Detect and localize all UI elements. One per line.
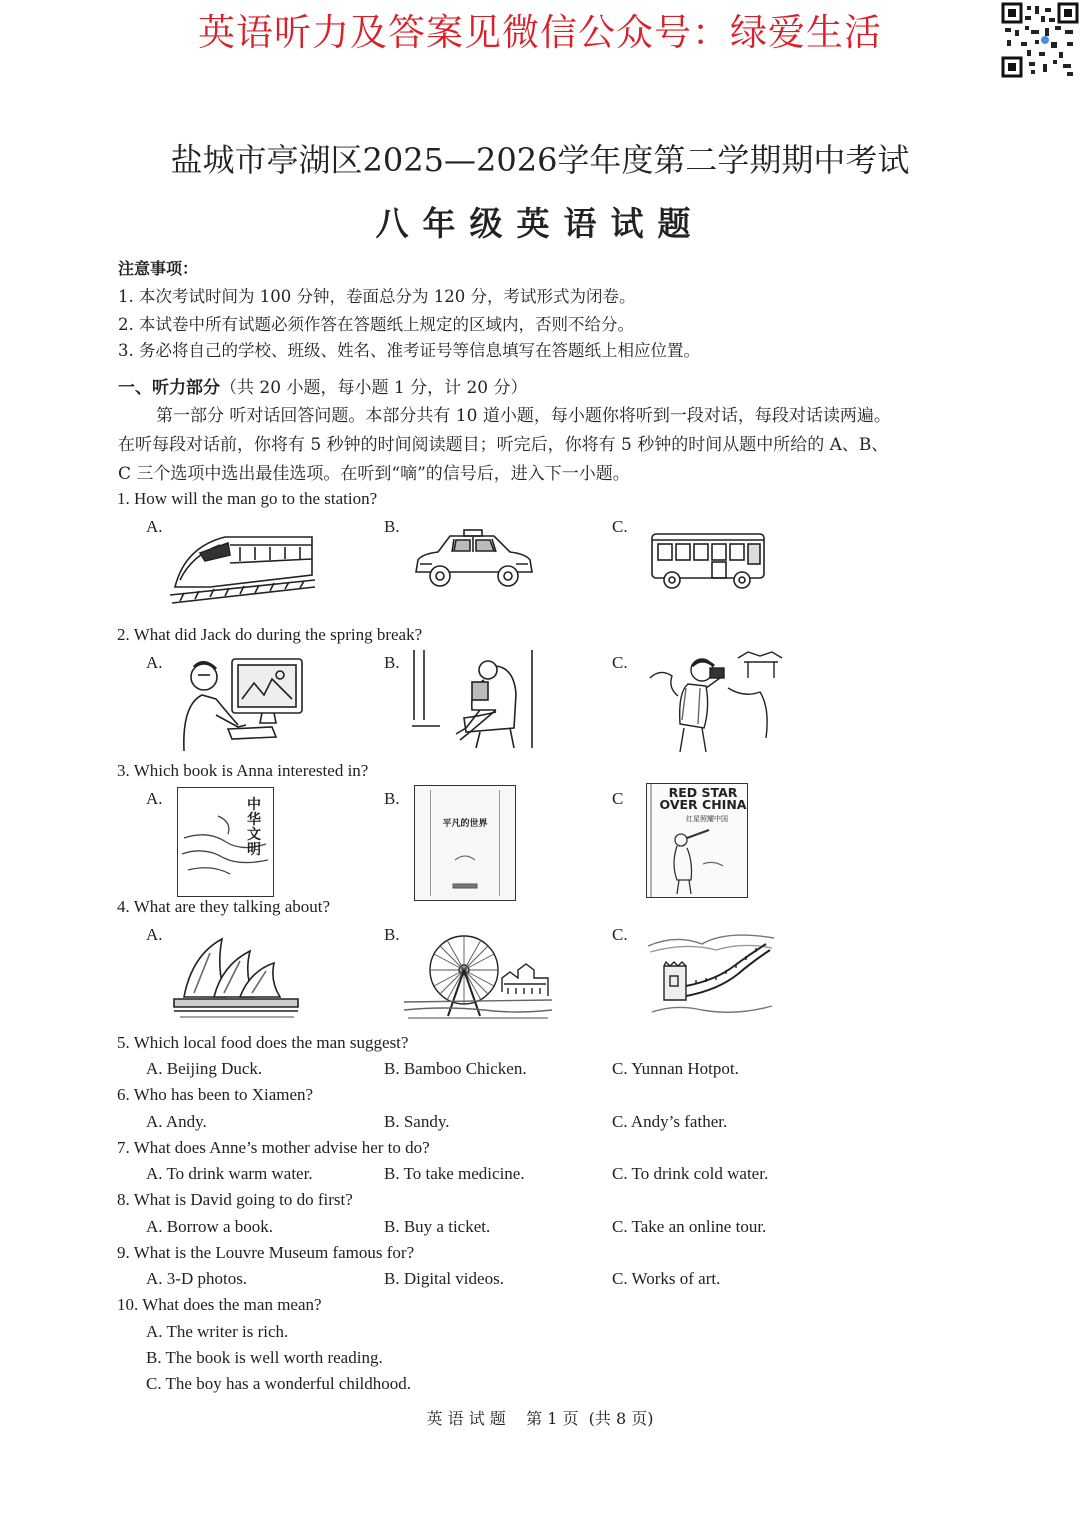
option-c: C. Take an online tour. [612,1217,767,1236]
option-label: C. [612,653,628,672]
note-item: 3. 务必将自己的学校、班级、姓名、准考证号等信息填写在答题纸上相应位置。 [118,341,700,360]
instruction-line: 第一部分 听对话回答问题。本部分共有 10 道小题，每小题你将听到一段对话，每段对话读两遍。 [156,406,891,426]
instruction-line: C 三个选项中选出最佳选项。在听到“嘀”的信号后，进入下一小题。 [118,464,630,484]
option-label: C. [612,925,628,944]
option-a: A. 3-D photos. [146,1269,248,1288]
option-a: A. Borrow a book. [146,1217,274,1236]
question-9: 9. What is the Louvre Museum famous for? [117,1243,415,1262]
option-c: C. Yunnan Hotpot. [612,1059,739,1078]
option-label: A. [146,517,163,536]
book-cover-title: RED STAR OVER CHINA [659,785,747,812]
section-title: 一、听力部分 [118,378,220,398]
question-7: 7. What does Anne’s mother advise her to do? [117,1138,430,1157]
option-a: A. Andy. [146,1112,207,1131]
promo-banner: 英语听力及答案见微信公众号：绿爱生活 [198,11,882,54]
option-b: B. Buy a ticket. [384,1217,491,1236]
option-label: C [612,789,624,808]
qr-code-icon [1001,2,1079,78]
question-6: 6. Who has been to Xiamen? [117,1085,314,1104]
option-c: C. Andy’s father. [612,1112,728,1131]
book-redstar-icon [646,783,748,898]
option-label: B. [384,789,400,808]
option-label: C. [612,517,628,536]
great-wall-icon [646,926,776,1018]
option-a: A. The writer is rich. [146,1322,289,1341]
question-2: 2. What did Jack do during the spring break? [117,625,423,644]
question-1: 1. How will the man go to the station? [117,489,378,508]
taxi-icon [412,528,534,596]
question-8: 8. What is David going to do first? [117,1190,353,1209]
question-5: 5. Which local food does the man suggest? [117,1033,409,1052]
bus-icon [650,528,768,592]
book-cover-title: 中华文明 [247,797,261,858]
option-label: A. [146,653,163,672]
option-c: C. The boy has a wonderful childhood. [146,1374,412,1393]
option-c: C. To drink cold water. [612,1164,769,1183]
option-a: A. Beijing Duck. [146,1059,263,1078]
note-item: 1. 本次考试时间为 100 分钟，卷面总分为 120 分，考试形式为闭卷。 [118,287,636,306]
train-icon [170,525,315,610]
option-label: B. [384,925,400,944]
section-heading [118,373,528,398]
notes-heading: 注意事项： [118,259,199,278]
note-item: 2. 本试卷中所有试题必须作答在答题纸上规定的区域内，否则不给分。 [118,315,634,334]
instruction-line: 在听每段对话前，你将有 5 秒钟的时间阅读题目；听完后，你将有 5 秒钟的时间从题中所给的 A、B、 [118,435,889,455]
opera-house-icon [170,935,302,1019]
exam-title: 盐城市亭湖区2025—2026学年度第二学期期中考试 [170,141,910,179]
computer-user-icon [176,655,308,753]
book-zhonghua-icon [177,787,274,897]
option-label: B. [384,653,400,672]
option-b: B. Sandy. [384,1112,450,1131]
question-10: 10. What does the man mean? [117,1295,322,1314]
book-cover-subtitle: 红星照耀中国 [686,815,728,823]
ferris-wheel-icon [404,930,552,1022]
book-pingfan-icon [414,785,516,901]
exam-subtitle: 八年级英语试题 [375,204,705,243]
option-b: B. The book is well worth reading. [146,1348,383,1367]
section-scoring: （共 20 小题，每小题 1 分，计 20 分） [220,378,528,398]
book-cover-title: 平凡的世界 [442,819,488,829]
option-c: C. Works of art. [612,1269,721,1288]
option-label: B. [384,517,400,536]
page-footer: 英 语 试 题 第 1 页 (共 8 页) [426,1409,654,1428]
option-b: B. Bamboo Chicken. [384,1059,527,1078]
option-b: B. Digital videos. [384,1269,504,1288]
option-label: A. [146,789,163,808]
question-4: 4. What are they talking about? [117,897,331,916]
option-b: B. To take medicine. [384,1164,525,1183]
option-a: A. To drink warm water. [146,1164,313,1183]
question-3: 3. Which book is Anna interested in? [117,761,369,780]
photographer-icon [648,648,784,758]
reading-chair-icon [410,648,538,758]
option-label: A. [146,925,163,944]
